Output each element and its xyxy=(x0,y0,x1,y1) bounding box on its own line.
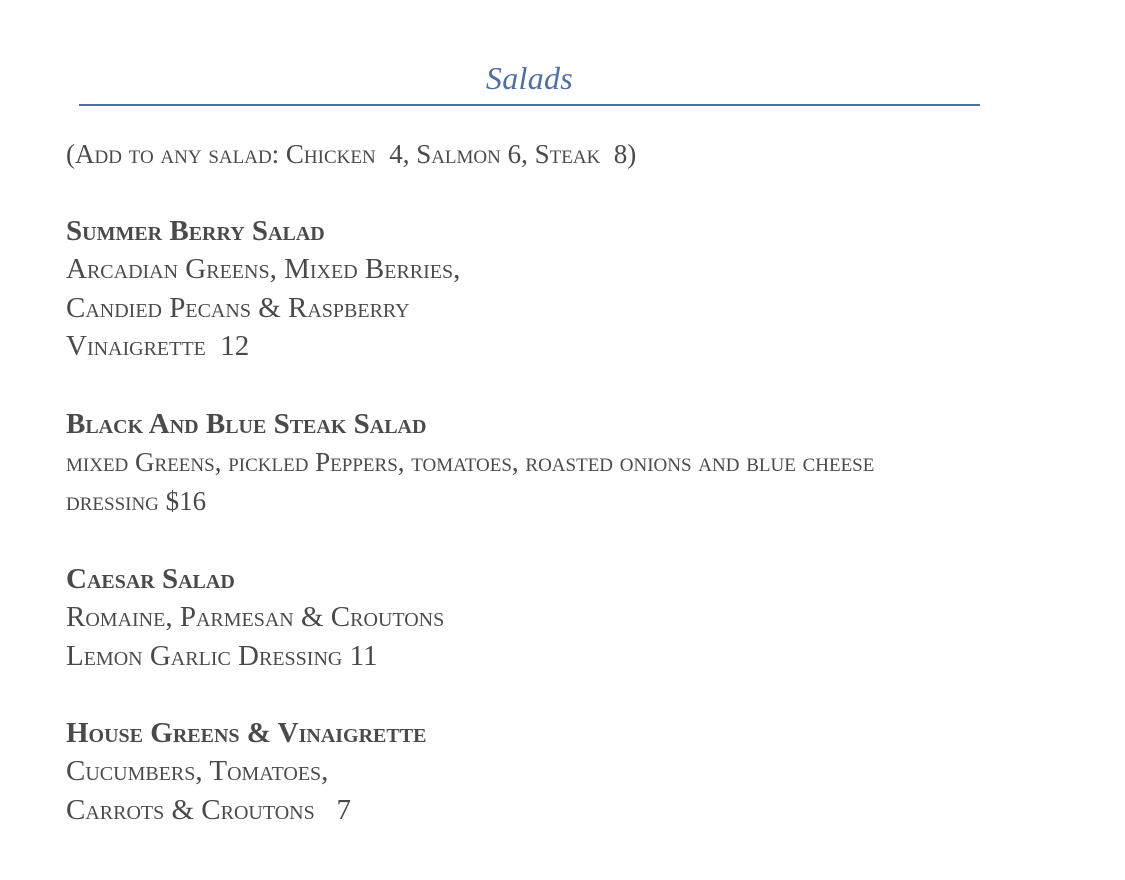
menu-item-description: Candied Pecans & Raspberry xyxy=(66,291,410,324)
menu-item-description: Cucumbers, Tomatoes, xyxy=(66,755,329,787)
menu-item-description: Vinaigrette 12 xyxy=(66,330,250,362)
menu-item xyxy=(66,212,1076,366)
menu-item-description: Carrots & Croutons 7 xyxy=(66,793,351,826)
section-title: Salads xyxy=(485,60,574,96)
menu-item-description: Arcadian Greens, Mixed Berries, xyxy=(66,253,461,285)
addon-note: (Add to any salad: Chicken 4, Salmon 6, Steak 8) xyxy=(66,139,637,169)
menu-item-description: Romaine, Parmesan & Croutons xyxy=(66,601,445,633)
section-heading xyxy=(79,58,980,106)
menu-item-name: Caesar Salad xyxy=(66,563,235,595)
menu-item-name: Summer Berry Salad xyxy=(66,215,325,247)
menu-item xyxy=(66,560,1076,675)
menu-item-description: mixed Greens, pickled Peppers, tomatoes, roasted onions and blue cheese xyxy=(66,447,875,477)
menu-item-name: House Greens & Vinaigrette xyxy=(66,717,427,749)
menu-item-description: dressing $16 xyxy=(66,485,207,516)
menu-item-name: Black And Blue Steak Salad xyxy=(66,408,427,440)
menu-item-description: Lemon Garlic Dressing 11 xyxy=(66,639,378,672)
menu-item xyxy=(66,405,1076,520)
menu-item xyxy=(66,714,1076,829)
